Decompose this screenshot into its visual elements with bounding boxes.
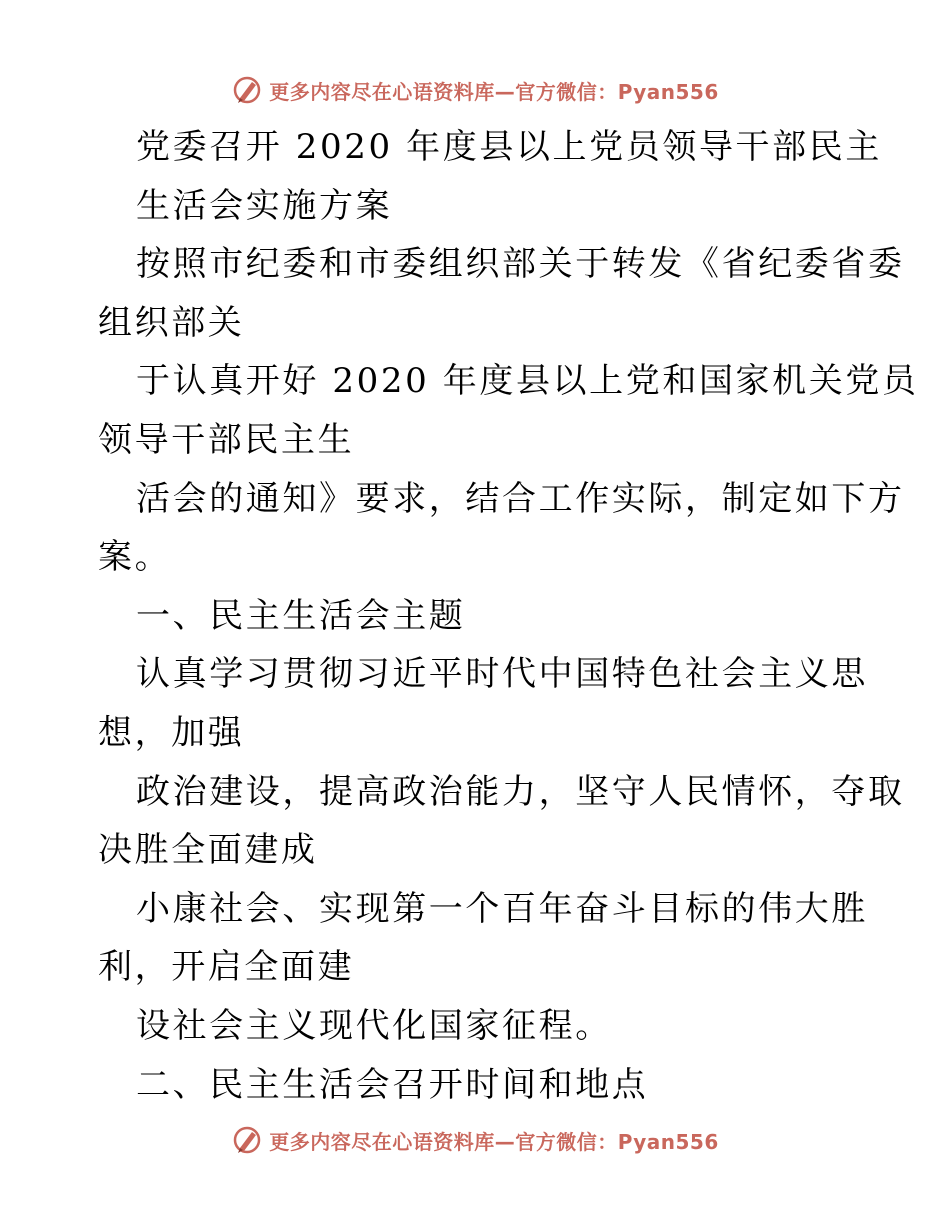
- text-line: 设社会主义现代化国家征程。: [136, 1005, 612, 1046]
- pen-logo-icon: [231, 74, 263, 106]
- text-line: 生活会实施方案: [136, 185, 393, 226]
- document-body: [98, 118, 919, 1114]
- text-line: 领导干部民主生: [98, 419, 355, 460]
- text-line: 于认真开好 2020 年度县以上党和国家机关党员: [136, 361, 919, 402]
- header-watermark: [0, 70, 950, 110]
- pen-logo-icon: [231, 1124, 263, 1156]
- text-line: 组织部关: [98, 302, 245, 343]
- text-line: 活会的通知》要求，结合工作实际，制定如下方: [136, 478, 905, 519]
- watermark-text: 更多内容尽在心语资料库—官方微信：Pyan556: [269, 79, 719, 104]
- text-line: 二、民主生活会召开时间和地点: [136, 1064, 649, 1105]
- text-line: 决胜全面建成: [98, 830, 318, 871]
- text-line: 想，加强: [98, 712, 245, 753]
- text-line: 政治建设，提高政治能力，坚守人民情怀，夺取: [136, 771, 905, 812]
- text-line: 案。: [98, 537, 172, 578]
- text-line: 党委召开 2020 年度县以上党员领导干部民主: [136, 127, 882, 167]
- text-line: 利，开启全面建: [98, 947, 355, 988]
- text-line: 按照市纪委和市委组织部关于转发《省纪委省委: [136, 244, 905, 285]
- text-line: 认真学习贯彻习近平时代中国特色社会主义思: [136, 654, 868, 695]
- footer-watermark: [0, 1120, 950, 1160]
- text-line: 小康社会、实现第一个百年奋斗目标的伟大胜: [136, 888, 868, 929]
- watermark-text: 更多内容尽在心语资料库—官方微信：Pyan556: [269, 1129, 719, 1154]
- text-line: 一、民主生活会主题: [136, 595, 466, 636]
